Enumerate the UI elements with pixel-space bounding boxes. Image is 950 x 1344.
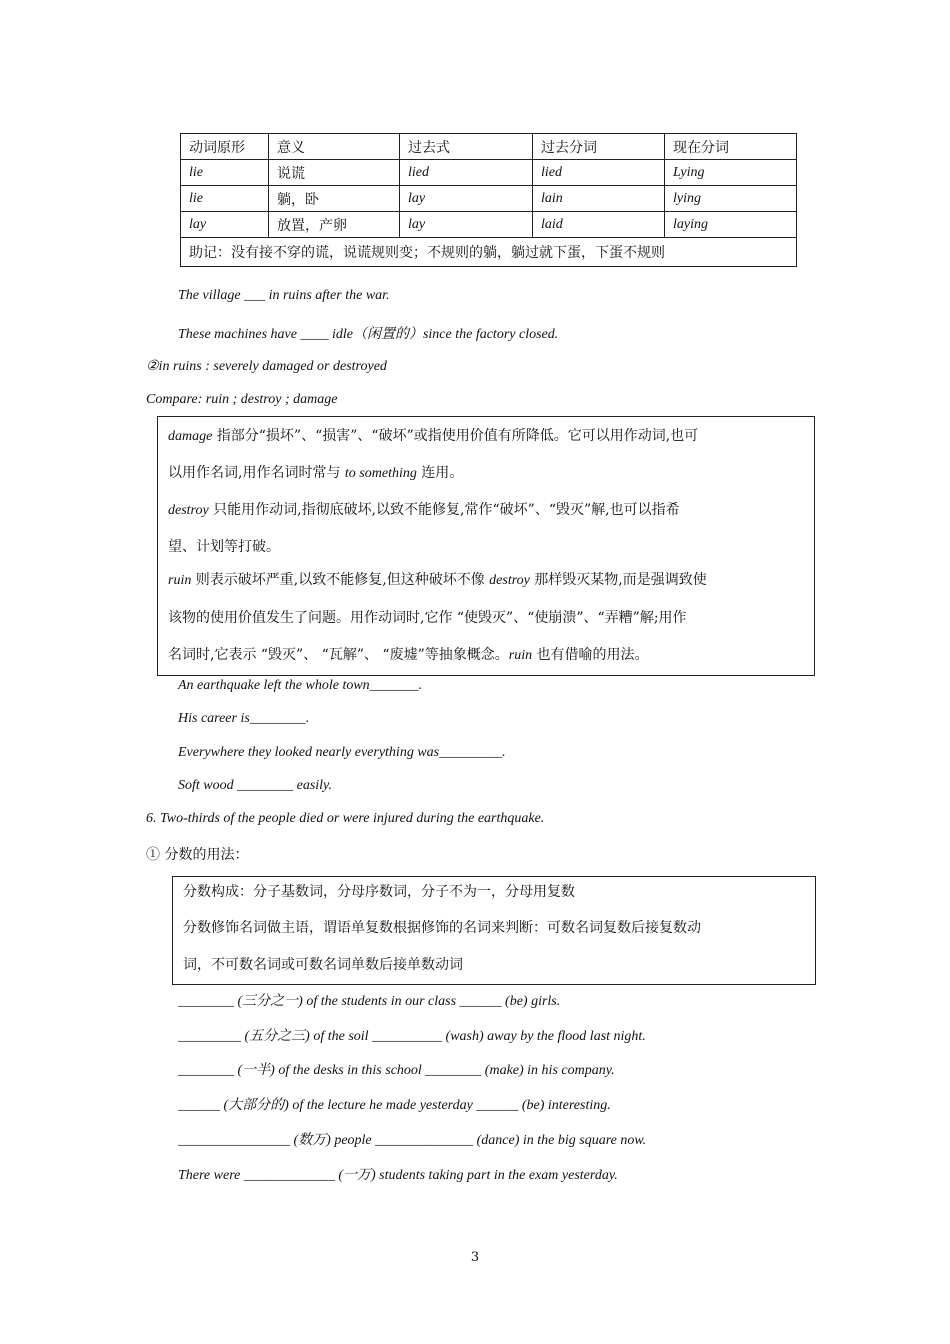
example-sentence: These machines have ____ idle（闲置的）since the factory closed. (178, 327, 559, 342)
table-cell: laid (533, 212, 665, 238)
table-cell: lay (400, 212, 533, 238)
term: destroy (168, 503, 209, 518)
example-sentence: His career is________. (178, 711, 310, 726)
example-sentence: Soft wood ________ easily. (178, 778, 332, 793)
table-header-cell: 意义 (269, 134, 400, 160)
explanation: 以用作名词,用作名词时常与 (168, 465, 345, 481)
box-line (168, 536, 280, 556)
table-header-cell: 过去式 (400, 134, 533, 160)
example-sentence: Everywhere they looked nearly everything was_________. (178, 745, 506, 760)
table-row (181, 160, 797, 186)
table-row (181, 212, 797, 238)
table-cell: Lying (665, 160, 797, 186)
compare-line: Compare: ruin ; destroy ; damage (146, 392, 338, 407)
explanation: 望、计划等打破。 (168, 539, 280, 555)
table-cell: lie (181, 160, 269, 186)
box-line (168, 607, 687, 627)
box-line (168, 425, 698, 445)
exercise-line: There were _____________ (一万) students taking part in the exam yesterday. (178, 1168, 618, 1183)
definition-line: ②in ruins : severely damaged or destroyed (146, 359, 387, 374)
explanation: 只能用作动词,指彻底破坏,以致不能修复,常作“破坏”、“毁灭”解,也可以指希 (208, 502, 680, 518)
explanation: 指部分“损坏”、“损害”、“破坏”或指使用价值有所降低。它可以用作动词,也可 (212, 428, 699, 444)
table-cell: lay (400, 186, 533, 212)
term: damage (168, 429, 213, 444)
explanation: 名词时,它表示 “毁灭”、 “瓦解”、 “废墟”等抽象概念。 (168, 647, 509, 663)
mnemonic-cell: 助记：没有接不穿的谎，说谎规则变；不规则的躺，躺过就下蛋，下蛋不规则 (181, 238, 797, 267)
table-row (181, 186, 797, 212)
explanation: 那样毁灭某物,而是强调致使 (529, 572, 707, 588)
example-sentence: An earthquake left the whole town_______. (178, 678, 423, 693)
exercise-line: ________ (三分之一) of the students in our class ______ (be) girls. (178, 994, 561, 1009)
table-cell: 放置，产卵 (269, 212, 400, 238)
sentence-6: 6. Two-thirds of the people died or were injured during the earthquake. (146, 811, 545, 826)
explanation: 连用。 (416, 465, 464, 481)
term: ruin (168, 573, 192, 588)
box-line (168, 462, 463, 482)
box-line (168, 644, 649, 664)
exercise-line: ________ (一半) of the desks in this school ________ (make) in his company. (178, 1063, 615, 1078)
exercise-line: _________ (五分之三) of the soil __________ (wash) away by the flood last night. (178, 1029, 646, 1044)
fraction-rules-box (172, 876, 816, 985)
term: destroy (489, 573, 530, 588)
exercise-line: ________________ (数万) people ______________ (dance) in the big square now. (178, 1133, 647, 1148)
page-number: 3 (470, 1250, 480, 1265)
explanation: 也有借喻的用法。 (532, 647, 649, 663)
example-sentence: The village ___ in ruins after the war. (178, 288, 390, 303)
term: to something (344, 466, 417, 481)
table-cell: 说谎 (269, 160, 400, 186)
table-cell: lied (533, 160, 665, 186)
box-line (168, 569, 707, 589)
compare-explanation-box (157, 416, 815, 676)
explanation: 则表示破坏严重,以致不能修复,但这种破坏不像 (191, 572, 490, 588)
table-cell: lied (400, 160, 533, 186)
table-cell: 躺，卧 (269, 186, 400, 212)
table-cell: lay (181, 212, 269, 238)
box-line: 分数修饰名词做主语，谓语单复数根据修饰的名词来判断：可数名词复数后接复数动 (183, 920, 701, 936)
exercise-line: ______ (大部分的) of the lecture he made yesterday ______ (be) interesting. (178, 1098, 611, 1113)
fraction-heading: ① 分数的用法： (146, 847, 249, 863)
explanation: 该物的使用价值发生了问题。用作动词时,它作 “使毁灭”、“使崩溃”、“弄糟”解;用作 (168, 610, 687, 626)
box-line: 分数构成：分子基数词，分母序数词，分子不为一，分母用复数 (183, 884, 575, 900)
table-header-cell: 动词原形 (181, 134, 269, 160)
box-line (168, 499, 680, 519)
table-header-row (181, 134, 797, 160)
table-cell: lain (533, 186, 665, 212)
table-row (181, 238, 797, 267)
table-cell: laying (665, 212, 797, 238)
table-cell: lying (665, 186, 797, 212)
table-header-cell: 现在分词 (665, 134, 797, 160)
table-cell: lie (181, 186, 269, 212)
box-line: 词，不可数名词或可数名词单数后接单数动词 (183, 957, 463, 973)
term: ruin (508, 648, 533, 663)
table-header-cell: 过去分词 (533, 134, 665, 160)
verb-forms-table (180, 133, 797, 267)
